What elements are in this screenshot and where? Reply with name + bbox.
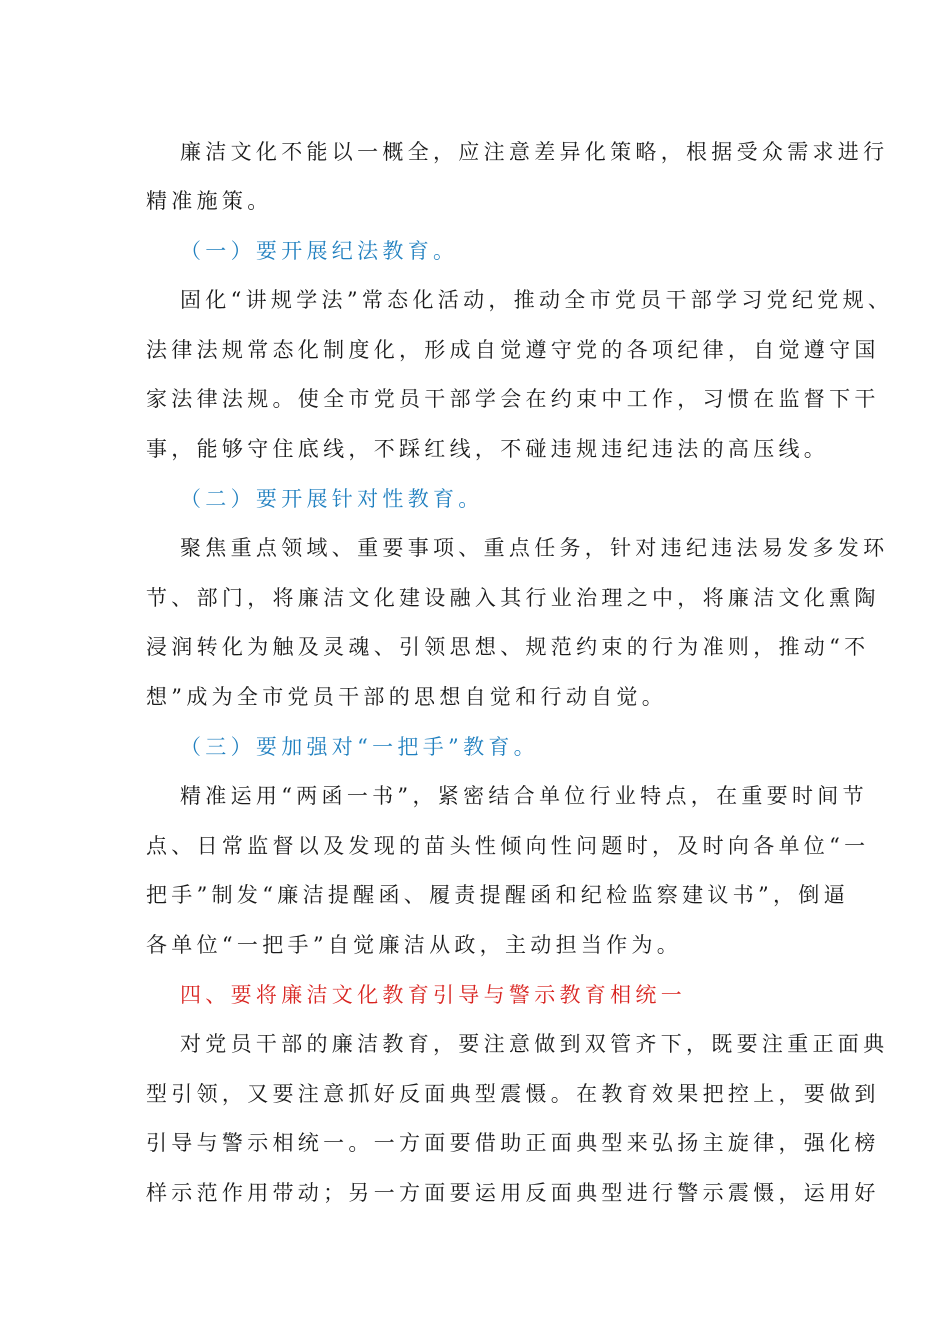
paragraph-3-line-2: 节、部门，将廉洁文化建设融入其行业治理之中，将廉洁文化熏陶 (146, 586, 880, 610)
section-heading-4: 四、要将廉洁文化教育引导与警示教育相统一 (180, 983, 686, 1007)
section-heading-2: （二）要开展针对性教育。 (180, 487, 484, 511)
paragraph-4-line-4: 各单位“一把手”自觉廉洁从政，主动担当作为。 (146, 933, 683, 957)
paragraph-1-line-2: 精准施策。 (146, 189, 273, 213)
paragraph-4-line-1: 精准运用“两函一书”，紧密结合单位行业特点，在重要时间节 (180, 784, 868, 808)
paragraph-4-line-2: 点、日常监督以及发现的苗头性倾向性问题时，及时向各单位“一 (146, 834, 870, 858)
paragraph-5-line-3: 引导与警示相统一。一方面要借助正面典型来弘扬主旋律，强化榜 (146, 1131, 880, 1155)
paragraph-3-line-1: 聚焦重点领域、重要事项、重点任务，针对违纪违法易发多发环 (180, 536, 889, 560)
paragraph-2-line-4: 事，能够守住底线，不踩红线，不碰违规违纪违法的高压线。 (146, 437, 830, 461)
paragraph-5-line-1: 对党员干部的廉洁教育，要注意做到双管齐下，既要注重正面典 (180, 1032, 889, 1056)
paragraph-2-line-3: 家法律法规。使全市党员干部学会在约束中工作，习惯在监督下干 (146, 387, 880, 411)
paragraph-1-line-1: 廉洁文化不能以一概全，应注意差异化策略，根据受众需求进行 (180, 140, 889, 164)
paragraph-2-line-2: 法律法规常态化制度化，形成自觉遵守党的各项纪律，自觉遵守国 (146, 338, 880, 362)
paragraph-3-line-4: 想”成为全市党员干部的思想自觉和行动自觉。 (146, 685, 668, 709)
paragraph-4-line-3: 把手”制发“廉洁提醒函、履责提醒函和纪检监察建议书”，倒逼 (146, 883, 849, 907)
section-heading-1: （一）要开展纪法教育。 (180, 239, 459, 263)
paragraph-2-line-1: 固化“讲规学法”常态化活动，推动全市党员干部学习党纪党规、 (180, 288, 894, 312)
paragraph-5-line-4: 样示范作用带动；另一方面要运用反面典型进行警示震慑，运用好 (146, 1181, 880, 1205)
paragraph-5-line-2: 型引领，又要注意抓好反面典型震慑。在教育效果把控上，要做到 (146, 1082, 880, 1106)
section-heading-3: （三）要加强对“一把手”教育。 (180, 735, 539, 759)
paragraph-3-line-3: 浸润转化为触及灵魂、引领思想、规范约束的行为准则，推动“不 (146, 635, 870, 659)
